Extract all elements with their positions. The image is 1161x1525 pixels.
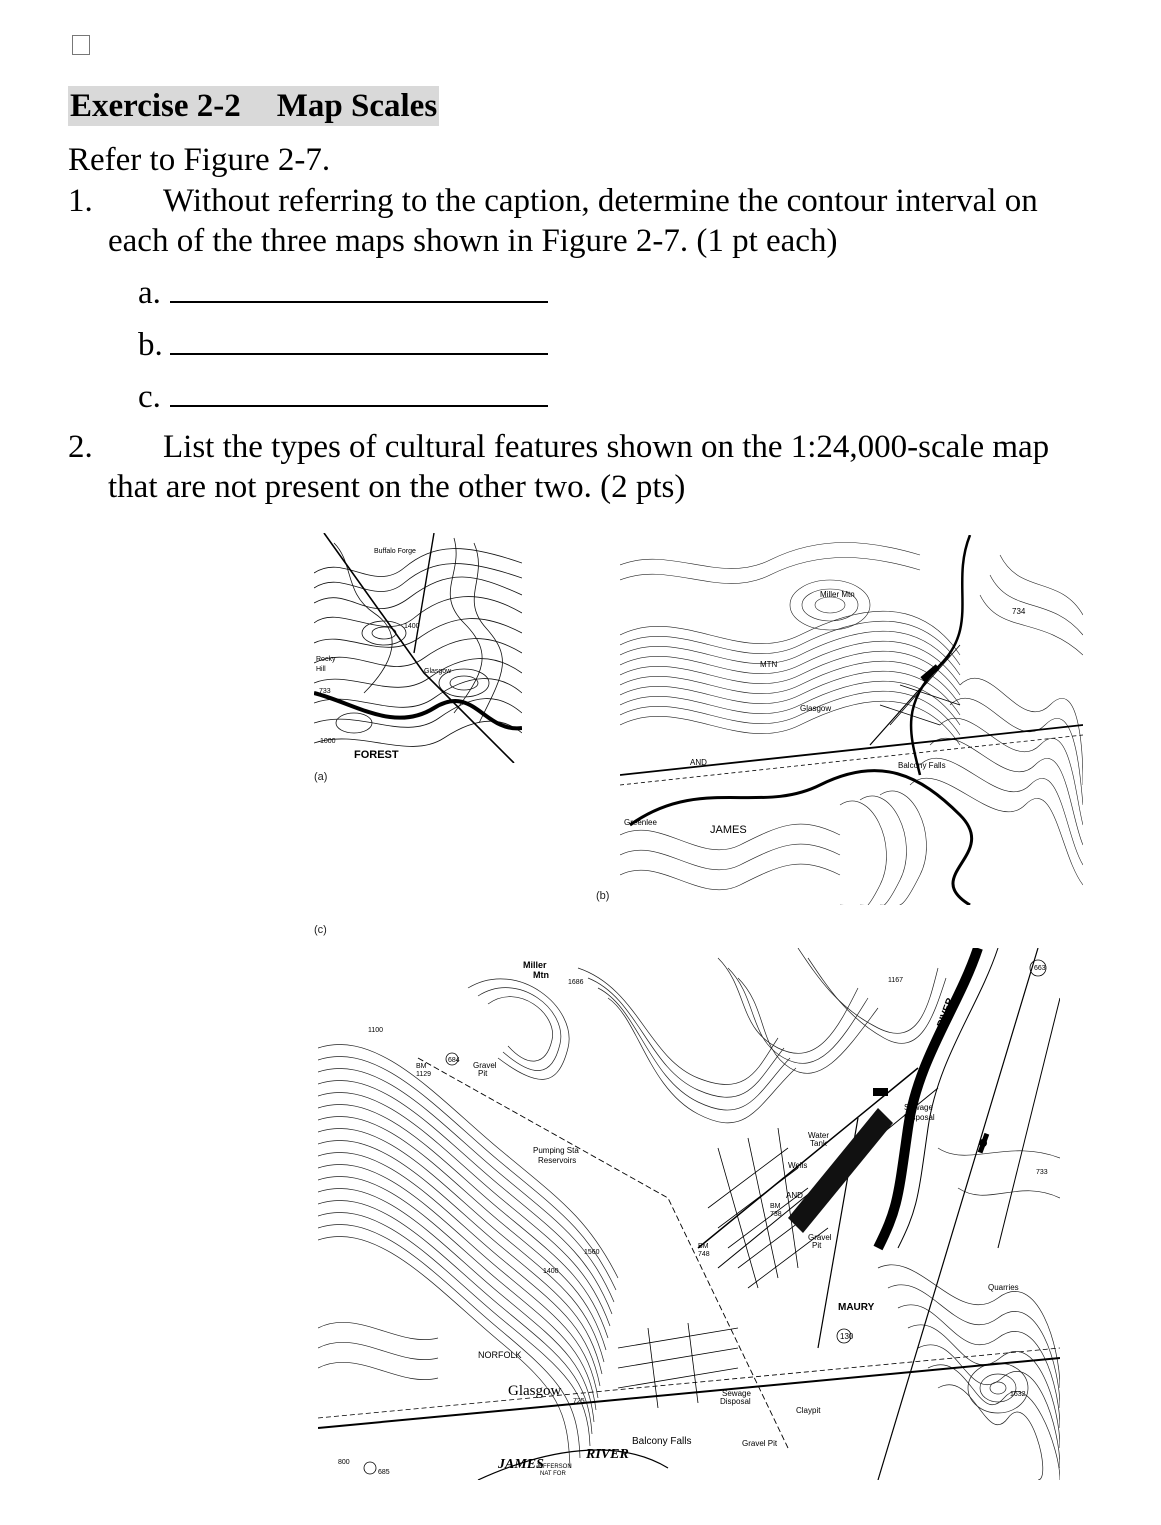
question-1-line1: Without referring to the caption, determine the contour interval on [163,183,1038,219]
map-c-label: Balcony Falls [632,1436,692,1447]
topo-map-b [620,535,1083,905]
map-c-label: Sewage [722,1389,751,1398]
map-c-label: 1560 [584,1249,600,1256]
map-c-label: JAMES [498,1457,544,1472]
map-c-label: BM [416,1063,427,1070]
exercise-heading [68,86,439,126]
map-b-label: Greenlee [624,818,657,827]
map-c-label: Glasgow [508,1383,562,1399]
map-b-label: Miller Mtn [820,590,855,599]
map-c-label: 1100 [368,1027,384,1034]
map-c-label: 748 [698,1251,710,1258]
map-c-label: 800 [338,1459,350,1466]
map-c-label: Tank [810,1139,827,1148]
answer-c[interactable] [138,377,548,417]
question-1-line2: each of the three maps shown in Figure 2-7. (1 pt each) [108,223,838,259]
map-c-label: NORFOLK [478,1350,522,1360]
map-c-label: Gravel [473,1061,497,1070]
map-c-label: 1167 [888,977,904,984]
intro-text: Refer to Figure 2-7. [68,142,331,178]
map-c-label: Miller [523,960,547,970]
map-a-label: Buffalo Forge [374,548,416,555]
map-c-label: RIVER [935,996,957,1030]
map-c-label: Pumping Sta [533,1146,579,1155]
figure-b-caption: (b) [596,890,610,902]
map-b-label: 734 [1012,607,1026,616]
map-c-label: BM [770,1203,781,1210]
exercise-title: Map Scales [276,88,438,124]
map-a-label: Hill [316,666,326,673]
map-c-label: 733 [1036,1169,1048,1176]
topo-map-c-drawing [318,948,1060,1480]
map-c-label: Mtn [533,970,549,980]
empty-checkbox-icon[interactable] [72,35,90,55]
map-c-label: NAT FOR [540,1471,566,1477]
answer-a[interactable] [138,273,548,313]
map-c-label: 1632 [1010,1391,1026,1398]
map-c-label: 663 [1034,965,1046,972]
map-b-label: JAMES [710,824,747,836]
map-c-label: 738 [770,1211,782,1218]
map-a-label: Glasgow [424,668,452,675]
figure-a-caption: (a) [314,771,328,783]
question-2-line1: List the types of cultural features shown on the 1:24,000-scale map [163,429,1050,465]
map-c-label: Gravel Pit [742,1439,778,1448]
map-c-label: 130 [840,1332,854,1341]
map-c-label: Pit [478,1069,488,1078]
answer-b-blank[interactable] [170,329,548,355]
map-c-label: 1400 [543,1268,559,1275]
map-c-label: AND [786,1191,803,1200]
map-c-label: 1129 [416,1071,432,1078]
map-c-label: Pit [812,1241,822,1250]
map-c-label: 725 [573,1398,585,1405]
map-a-label: FOREST [354,749,399,761]
map-b-label: Balcony Falls [898,761,946,770]
map-b-label: Glasgow [800,704,832,713]
map-c-label: Water [808,1131,830,1140]
map-a-label: Rocky [316,656,336,663]
map-c-label: RIVER [586,1447,629,1462]
question-1-number: 1. [68,183,93,219]
answer-c-label: c. [138,379,161,415]
topo-map-a-drawing [314,533,522,763]
answer-b-label: b. [138,327,163,363]
figure-c-caption: (c) [314,924,327,936]
topo-map-c [318,948,1060,1480]
map-c-label: MAURY [838,1302,875,1313]
map-c-label: Disposal [904,1113,935,1122]
map-c-label: Reservoirs [538,1156,577,1165]
question-2-line2: that are not present on the other two. (2 pts) [108,469,686,505]
answer-a-blank[interactable] [170,277,548,303]
map-c-label: Disposal [720,1397,751,1406]
answer-c-blank[interactable] [170,381,548,407]
map-c-label: Sewage [904,1103,933,1112]
map-c-label: Claypit [796,1406,821,1415]
map-a-label: 1400 [404,623,420,630]
answer-b[interactable] [138,325,548,365]
map-a-label: 1000 [320,738,336,745]
map-c-label: 685 [378,1469,390,1476]
map-c-label: 684 [448,1057,460,1064]
map-c-label: Gravel [808,1233,832,1242]
map-c-label: Wells [788,1161,808,1170]
map-c-label: 1686 [568,979,584,986]
topo-map-a [314,533,522,763]
answer-a-label: a. [138,275,161,311]
question-2-number: 2. [68,429,93,465]
map-c-label: JEFFERSON [536,1464,572,1470]
map-b-label: AND [690,758,707,767]
map-a-label: 733 [319,688,331,695]
map-c-label: Quarries [988,1283,1019,1292]
topo-map-b-drawing [620,535,1083,905]
map-c-label: BM [698,1243,709,1250]
map-b-label: MTN [760,660,778,669]
exercise-number: Exercise 2-2 [70,88,241,124]
